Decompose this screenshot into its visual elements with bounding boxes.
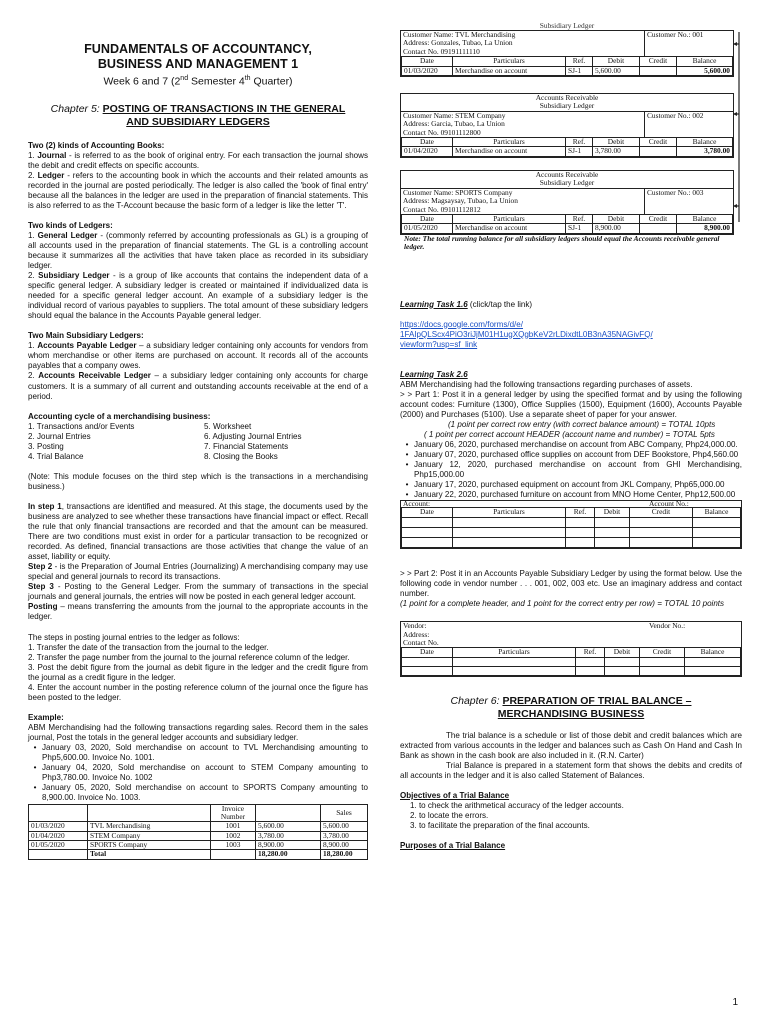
ledgers-item-1-label: General Ledger (37, 230, 98, 240)
customer-number: Customer No.: 002 (644, 112, 733, 137)
task16-label: Learning Task 1.6 (400, 299, 468, 309)
posting-text: – means transferring the amounts from the journal to the appropriate accounts in the ledger. (28, 602, 368, 622)
card-info (401, 189, 644, 214)
chapter6-title2: MERCHANDISING BUSINESS (497, 707, 645, 720)
bullet-icon: • (405, 440, 409, 450)
vendor-contact-label: Contact No. (403, 637, 439, 647)
posting-step: 2. Transfer the page number from the journal to the journal reference column of the ledger. (28, 652, 350, 662)
cell (640, 224, 677, 233)
page-number: 1 (732, 997, 738, 1008)
sj-cell: 5,600.00 (321, 822, 368, 831)
week-text: Week 6 and 7 (2 (103, 75, 181, 88)
sj-cell: 5,600.00 (256, 822, 321, 831)
task26-part2: > > Part 2: Post it in an Accounts Payable Subsidiary Ledger by using the format below. Use the following code in vendor number . . . 001, 002, 003 etc. Use an imaginary address and contact number. (400, 568, 742, 599)
subsidiary-table (401, 137, 733, 157)
doc-title-line1: FUNDAMENTALS OF ACCOUNTANCY, (84, 42, 312, 56)
bullet-icon: • (33, 763, 37, 773)
cycle-list (28, 422, 368, 462)
sj-cell: SPORTS Company (88, 841, 211, 850)
posting-label: Posting (28, 602, 58, 612)
col-header: Credit (630, 508, 693, 518)
subsidiary-table (401, 56, 733, 76)
posting-step: 4. Enter the account number in the posting reference column of the journal once the figure has been posted to the ledger. (28, 682, 368, 702)
cycle-heading: Accounting cycle of a merchandising business: (28, 411, 211, 421)
books-item-1-label: Journal (37, 150, 67, 160)
bullet-icon: • (405, 490, 409, 500)
example-bullet-text: January 04, 2020, Sold merchandise on account to STEM Company amounting to Php3,780.00. Invoice No. 1002 (42, 763, 368, 783)
task26-score3: (1 point for a complete header, and 1 point for the correct entry per row) = TOTAL 10 points (400, 599, 725, 609)
task26-bullet-text: January 22, 2020, purchased furniture on account from MNO Home Center, Php12,500.00 (414, 490, 736, 500)
cell: 3,780.00 (593, 147, 640, 156)
col-header: Balance (693, 508, 741, 518)
card-title-line2: Subsidiary Ledger (539, 101, 595, 111)
sj-cell: 01/04/2020 (29, 831, 88, 840)
cell: 01/05/2020 (402, 224, 453, 233)
cell: Merchandise on account (453, 224, 566, 233)
table-row (402, 517, 741, 527)
main-sub-item-2-label: Accounts Receivable Ledger (38, 371, 151, 381)
main-sub-item-1 (28, 341, 368, 371)
ledgers-item-2-num: 2. (28, 271, 39, 281)
books-item-2-label: Ledger (37, 170, 65, 180)
chapter5-prefix: Chapter 5: (50, 102, 103, 115)
cell: 5,600.00 (593, 66, 640, 75)
col-header: Credit (640, 214, 677, 223)
customer-name: Customer Name: TVL Merchandising (403, 30, 516, 39)
sj-total-label: Total (88, 850, 211, 859)
col-header: Debit (595, 508, 630, 518)
chapter5-title1: POSTING OF TRANSACTIONS IN THE GENERAL (102, 102, 346, 115)
task26-part1: > > Part 1: Post it in a general ledger by using the specified format and by using the following account codes: Furniture (1300), Office Supplies (1500), Equipment (1600), Accounts Payable (2000) and Purchases (5100). Use a separate sheet of paper for your answer. (400, 389, 742, 419)
blank-general-ledger-form (400, 500, 742, 549)
card-title-line1: Accounts Receivable (535, 93, 599, 103)
books-item-1 (28, 151, 368, 171)
vendor-no-label: Vendor No.: (649, 621, 686, 631)
main-sub-item-1-label: Accounts Payable Ledger (37, 341, 137, 351)
table-row (402, 224, 733, 233)
table-header-row (402, 138, 733, 147)
sj-cell: 3,780.00 (321, 831, 368, 840)
balance-connector-bracket (733, 32, 743, 230)
week-line (28, 72, 368, 89)
customer-address: Address: Gonzales, Tubao, La Union (403, 38, 513, 48)
subsidiary-top-caption: Subsidiary Ledger (539, 22, 595, 30)
card-title-line1: Accounts Receivable (535, 169, 599, 179)
customer-contact: Contact No. 09101112800 (403, 127, 481, 137)
step2-text: - is the Preparation of Journal Entries (Journalizing) A merchandising company may use special and general journals to record its transactions. (28, 562, 368, 582)
quarter-text: Quarter) (250, 75, 293, 88)
task16-link[interactable] (400, 320, 742, 350)
books-item-2-num: 2. (28, 170, 38, 180)
col-header: Credit (640, 648, 685, 657)
step1-label: In step 1 (28, 501, 62, 511)
gl-account-label: Account: (403, 501, 431, 508)
cycle-list-left (28, 422, 204, 462)
sj-cell: 1003 (211, 841, 256, 850)
task16-hint: (click/tap the link) (467, 299, 533, 309)
task26-bullet (400, 490, 742, 500)
main-sub-item-2-num: 2. (28, 371, 39, 381)
gl-form-header (401, 501, 741, 507)
quarter-sup: th (244, 75, 251, 82)
example-bullet (28, 743, 368, 763)
customer-number: Customer No.: 001 (644, 31, 733, 56)
example-bullet (28, 783, 368, 803)
vendor-info (401, 622, 647, 647)
card-title (401, 94, 733, 112)
example-bullet-text: January 03, 2020, Sold merchandise on account to TVL Merchandising amounting to Php5,600.00. Invoice No. 1001. (42, 742, 368, 763)
table-header-row (402, 57, 733, 66)
chapter6-title1: PREPARATION OF TRIAL BALANCE – (502, 694, 692, 707)
gl-blank-table (401, 507, 741, 548)
col-header: Balance (677, 138, 733, 147)
cycle-step: 5. Worksheet (204, 421, 252, 431)
card-header (401, 189, 733, 214)
col-header: Debit (605, 648, 640, 657)
cycle-step: 7. Financial Statements (204, 441, 289, 451)
subsidiary-card-tvl (400, 30, 734, 77)
customer-contact: Contact No. 09191111110 (403, 46, 480, 56)
step1-paragraph (28, 502, 368, 562)
sj-head-cell (88, 805, 211, 822)
task26-bullet-text: January 12, 2020, purchased merchandise on account from GHI Merchandising, Php15,000.00 (414, 460, 742, 480)
sj-cell: 1001 (211, 822, 256, 831)
cell: SJ-1 (566, 147, 593, 156)
customer-name: Customer Name: SPORTS Company (403, 187, 513, 197)
task16-link-part1[interactable]: https://docs.google.com/forms/d/e/ (400, 319, 523, 329)
col-header: Debit (593, 214, 640, 223)
gl-accno-label: Account No.: (649, 501, 689, 508)
sales-journal-total-row (29, 850, 368, 859)
card-header (401, 31, 733, 56)
table-row (402, 657, 741, 666)
cell: SJ-1 (566, 224, 593, 233)
ledgers-item-1-text: - (commonly referred by accounting professionals as GL) is a grouping of all accounts used in the preparation of financial statements. The GL is a controlling account because it summarizes all the activities that have taken place as recorded in its subsidiary ledger. (28, 230, 368, 271)
left-column (28, 0, 368, 860)
cycle-step: 3. Posting (28, 441, 64, 451)
main-sub-item-1-num: 1. (28, 341, 38, 351)
task26-bullet (400, 460, 742, 480)
table-row (402, 527, 741, 537)
vendor-form-header (401, 622, 741, 647)
cycle-step: 1. Transactions and/or Events (28, 421, 135, 431)
step3-label: Step 3 (28, 582, 54, 592)
sales-journal-header (29, 805, 368, 822)
table-header-row (402, 214, 733, 223)
books-heading: Two (2) kinds of Accounting Books: (28, 140, 165, 150)
col-header: Balance (685, 648, 741, 657)
sj-cell: 01/03/2020 (29, 822, 88, 831)
customer-number: Customer No.: 003 (644, 189, 733, 214)
balance-cell: 8,900.00 (677, 224, 733, 233)
table-row (402, 537, 741, 547)
task26-score2: ( 1 point per correct account HEADER (account name and number) = TOTAL 5pts (424, 430, 715, 439)
col-header: Date (402, 648, 453, 657)
card-title (401, 171, 733, 189)
posting-step: 1. Transfer the date of the transaction from the journal to the ledger. (28, 642, 269, 652)
card-header (401, 112, 733, 137)
task26-bullet-text: January 06, 2020, purchased merchandise on account from ABC Company, Php24,000.00. (414, 440, 738, 450)
doc-title-line2: BUSINESS AND MANAGEMENT 1 (97, 57, 299, 71)
sj-cell (211, 850, 256, 859)
col-header: Particulars (453, 648, 576, 657)
card-title-line2: Subsidiary Ledger (539, 178, 595, 188)
col-header: Ref. (566, 57, 593, 66)
step1-text: , transactions are identified and measured. At this stage, the documents used by the business are analyzed to see whether these transactions have financial impact or effect. Recall the rule that only financial transactions are recorded and that the amount can be measured. There are two conditions must exist in order for a particular transaction to be recognized or recorded. As defined, financial transactions are those activities that change the value of an asset, liability or equity. (28, 501, 368, 562)
table-row (29, 831, 368, 840)
bullet-icon: • (33, 783, 37, 793)
col-header: Debit (593, 138, 640, 147)
example-bullet-text: January 05, 2020, Sold merchandise on account to SPORTS Company amounting to 8,900.00. Invoice No. 1003. (42, 783, 368, 803)
task26-bullet-text: January 07, 2020, purchased office supplies on account from DEF Bookstore, Php4,560.00 (414, 450, 739, 460)
customer-name: Customer Name: STEM Company (403, 110, 506, 120)
sem-text: Semester 4 (188, 75, 245, 88)
table-header-row (402, 508, 741, 518)
chapter5-heading (28, 103, 368, 116)
cycle-step: 8. Closing the Books (204, 451, 278, 461)
customer-address: Address: Garcia, Tubao, La Union (403, 119, 505, 129)
example-intro: ABM Merchandising had the following transactions regarding sales. Record them in the sales journal, Post the totals in the general ledger accounts and subsidiary ledger. (28, 722, 368, 742)
task26-bullet (400, 440, 742, 450)
col-header: Credit (640, 138, 677, 147)
task26-bullet-text: January 17, 2020, purchased equipment on account from JKL Company, Php65,000.00 (414, 480, 725, 490)
ch6-paragraph-2: Trial Balance is prepared in a statement form that shows the debits and credits of all accounts in the ledger and it is also called Statement of Balances. (400, 760, 742, 780)
sj-cell: 8,900.00 (321, 841, 368, 850)
table-row (29, 841, 368, 850)
bullet-icon: • (405, 460, 409, 470)
card-info (401, 31, 644, 56)
main-sub-item-2 (28, 371, 368, 401)
vendor-address-label: Address: (403, 629, 430, 639)
task16-link-part2[interactable]: 1FAIpQLScx4PiO3riJjM01H1ugXQgbKeV2rLDixdtL0B3nA35NAGivFQ/ (400, 329, 653, 339)
cell: Merchandise on account (453, 66, 566, 75)
ledgers-item-1-num: 1. (28, 230, 38, 240)
objective-item: 3. to facilitate the preparation of the final accounts. (410, 821, 590, 831)
cell: Merchandise on account (453, 147, 566, 156)
balance-cell: 5,600.00 (677, 66, 733, 75)
subsidiary-card-sports (400, 170, 734, 235)
vendor-blank-table (401, 647, 741, 675)
col-header: Date (402, 214, 453, 223)
subsidiary-note: Note: The total running balance for all subsidiary ledgers should equal the Accounts receivable general ledger. (404, 233, 720, 252)
col-header: Date (402, 138, 453, 147)
arrow-icon (733, 42, 737, 46)
cell (640, 66, 677, 75)
books-item-2-text: - refers to the accounting book in which the accounts and their related amounts as recorded in the journal are posted periodically. The ledger is also called the 'book of final entry' because all the balances in the ledger are used in the preparation of financial statements. This is also referred to as the T-Account because the basic form of a ledger is like the letter 'T'. (28, 170, 368, 210)
task26-label: Learning Task 2.6 (400, 369, 468, 379)
example-heading: Example: (28, 712, 64, 722)
ledgers-heading: Two kinds of Ledgers: (28, 220, 113, 230)
step2-paragraph (28, 562, 368, 582)
sj-cell: 1002 (211, 831, 256, 840)
ch6-paragraph-1: The trial balance is a schedule or list of those debit and credit balances which are extracted from various accounts in the ledger and balances such as Cash On Hand and Cash In Bank as shown in the cash book are also included in it. (R.N. Carter) (400, 730, 742, 760)
cycle-list-right (204, 422, 368, 462)
sj-head-cell: Sales (321, 805, 368, 822)
cell: 8,900.00 (593, 224, 640, 233)
task16-line (400, 300, 742, 310)
bullet-icon: • (33, 742, 37, 752)
objective-item: 1. to check the arithmetical accuracy of the ledger accounts. (410, 801, 624, 811)
step3-text: - Posting to the General Ledger. From the summary of transactions in the special journals and general journals, the entries will now be posted in each general ledger account. (28, 582, 368, 602)
table-header-row (402, 648, 741, 657)
col-header: Particulars (453, 508, 566, 518)
chapter6-prefix: Chapter 6: (450, 694, 503, 707)
sj-cell: 8,900.00 (256, 841, 321, 850)
task26-score1: (1 point per correct row entry (with correct balance amount) = TOTAL 10pts (448, 419, 716, 429)
cell (640, 147, 677, 156)
cell: 01/03/2020 (402, 66, 453, 75)
table-row (402, 666, 741, 675)
chapter5-title2: AND SUBSIDIARY LEDGERS (126, 115, 270, 128)
cycle-note: (Note: This module focuses on the third step which is the transactions in a merchandising business.) (28, 471, 368, 491)
purposes-heading: Purposes of a Trial Balance (400, 841, 506, 851)
col-header: Ref. (566, 508, 595, 518)
col-header: Date (402, 508, 453, 518)
col-header: Particulars (453, 214, 566, 223)
books-item-2 (28, 171, 368, 211)
task26-bullet (400, 480, 742, 490)
sj-head-cell: Invoice Number (211, 805, 256, 822)
sj-total-b: 18,280.00 (321, 850, 368, 859)
cycle-step: 4. Trial Balance (28, 451, 84, 461)
chapter6-heading (400, 695, 742, 708)
ledgers-item-1 (28, 231, 368, 271)
table-row (402, 147, 733, 156)
main-sub-item-1-text: – a subsidiary ledger containing only accounts for vendors from whom merchandise or other items are purchased on account. It records all of the accounts payables that a company owes. (28, 341, 369, 371)
subsidiary-table (401, 214, 733, 234)
task16-link-part3[interactable]: viewform?usp=sf_link (400, 339, 478, 349)
blank-vendor-ledger-form (400, 621, 742, 677)
vendor-label: Vendor: (403, 621, 427, 631)
cycle-step: 6. Adjusting Journal Entries (204, 431, 302, 441)
bullet-icon: • (405, 480, 409, 490)
step3-paragraph (28, 582, 368, 602)
cell: 01/04/2020 (402, 147, 453, 156)
task26-bullet (400, 450, 742, 460)
main-sub-item-2-text: – a subsidiary ledger containing only accounts for charge customers. It is a summary of all current and outstanding accounts receivable at the end of a period. (28, 371, 369, 401)
sales-journal-table (28, 804, 368, 860)
col-header: Debit (593, 57, 640, 66)
col-header: Ref. (576, 648, 605, 657)
bullet-icon: • (405, 450, 409, 460)
col-header: Credit (640, 57, 677, 66)
customer-address: Address: Magsaysay, Tubao, La Union (403, 196, 518, 206)
sj-cell: 3,780.00 (256, 831, 321, 840)
objective-item: 2. to locate the errors. (410, 811, 489, 821)
objectives-heading: Objectives of a Trial Balance (400, 790, 510, 800)
posting-steps-heading: The steps in posting journal entries to the ledger as follows: (28, 632, 240, 642)
sj-cell: STEM Company (88, 831, 211, 840)
col-header: Ref. (566, 214, 593, 223)
right-column (400, 0, 742, 851)
ledgers-item-2-label: Subsidiary Ledger (38, 271, 110, 281)
table-row (402, 66, 733, 75)
arrow-icon (733, 112, 737, 116)
posting-paragraph (28, 602, 368, 622)
sem-sup: nd (180, 75, 189, 82)
sj-cell (29, 850, 88, 859)
sj-head-cell (29, 805, 88, 822)
sj-cell: 01/05/2020 (29, 841, 88, 850)
col-header: Ref. (566, 138, 593, 147)
col-header: Particulars (453, 138, 566, 147)
step2-label: Step 2 (28, 562, 53, 572)
task26-intro: ABM Merchandising had the following transactions regarding purchases of assets. (400, 379, 693, 389)
customer-contact: Contact No. 09101112812 (403, 204, 481, 214)
ledgers-item-2-text: - is a group of like accounts that contains the independent data of a specific general ledger. A subsidiary ledger is created or maintained if individualized data is needed for a specific general ledger account. An example of a subsidiary ledger is the individual record of various payables to suppliers. The total amount of these subsidiary ledgers should equal the balance in the Accounts Payable general ledger. (28, 271, 368, 321)
books-item-1-text: - is referred to as the book of original entry. For each transaction the journal shows the debit and credit effects on specific accounts. (28, 150, 368, 170)
col-header: Particulars (453, 57, 566, 66)
subsidiary-card-stem (400, 93, 734, 158)
sj-head-cell (256, 805, 321, 822)
col-header: Date (402, 57, 453, 66)
cycle-step: 2. Journal Entries (28, 431, 91, 441)
arrow-icon (733, 204, 737, 208)
subsidiary-ledger-stack (400, 22, 734, 252)
ledgers-item-2 (28, 271, 368, 321)
sj-cell: TVL Merchandising (88, 822, 211, 831)
col-header: Balance (677, 214, 733, 223)
example-bullet (28, 763, 368, 783)
balance-cell: 3,780.00 (677, 147, 733, 156)
books-item-1-num: 1. (28, 150, 38, 160)
sj-total-a: 18,280.00 (256, 850, 321, 859)
card-info (401, 112, 644, 137)
col-header: Balance (677, 57, 733, 66)
main-sub-heading: Two Main Subsidiary Ledgers: (28, 331, 144, 341)
table-row (29, 822, 368, 831)
cell: SJ-1 (566, 66, 593, 75)
posting-step: 3. Post the debit figure from the journal as debit figure in the ledger and the credit figure from the journal as a credit figure in the ledger. (28, 662, 368, 682)
